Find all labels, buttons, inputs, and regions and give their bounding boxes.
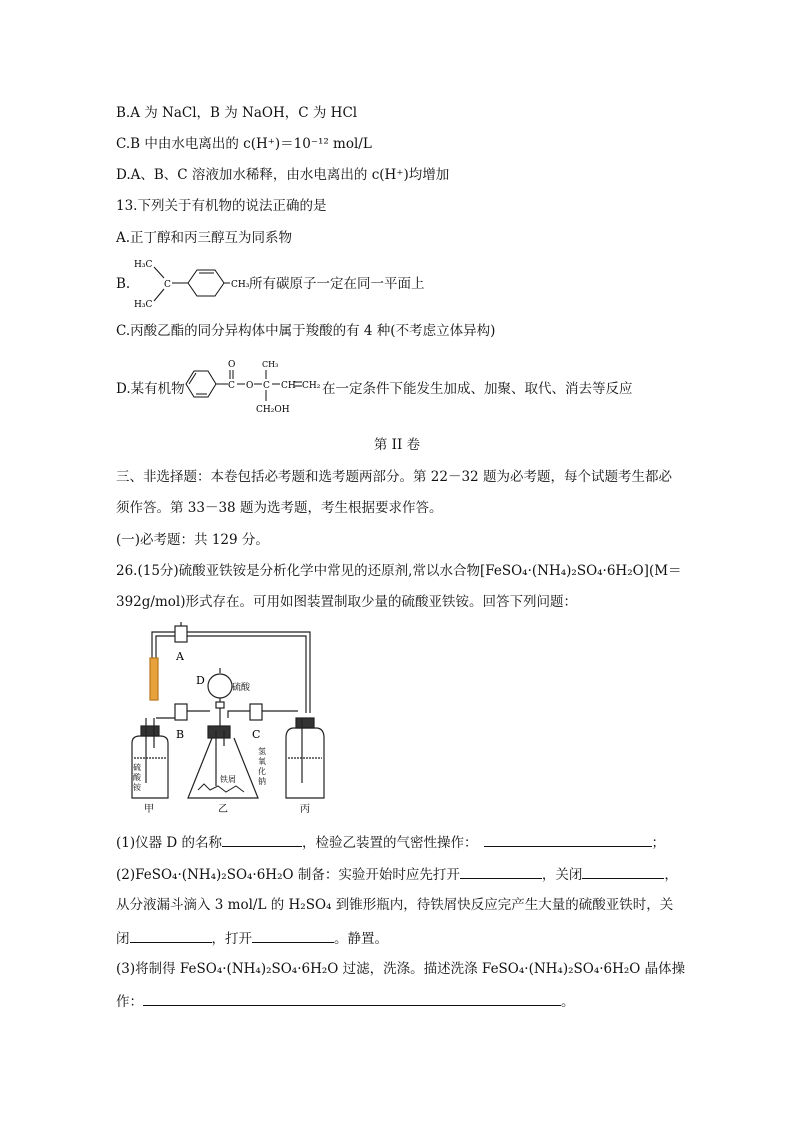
label-bing: 丙 (300, 804, 310, 815)
clamp-b (175, 704, 187, 720)
structure-d-c-quaternary: C (263, 381, 270, 391)
q26-part2-f: ，打开 (211, 931, 252, 947)
answer-blank-close-first[interactable] (582, 864, 664, 879)
label-jia: 甲 (144, 804, 154, 815)
question-26-stem-line2: 392g/mol)形式存在。可用如图装置制取少量的硫酸亚铁铵。回答下列问题： (116, 594, 577, 610)
q26-part3-c: 。 (561, 994, 575, 1010)
bottle-bing (286, 728, 324, 798)
rubber-tube (150, 658, 158, 700)
q26-part3-line1: (3)将制得 FeSO₄·(NH₄)₂SO₄·6H₂O 过滤，洗涤。描述洗涤 FeSO₄·(NH₄)₂SO₄·6H₂O 晶体操 (116, 961, 686, 977)
section-3-intro-line1: 三、非选择题：本卷包括必考题和选考题两部分。第 22－32 题为必考题，每个试题考生都必 (116, 469, 672, 485)
structure-d-ch2oh: CH₂OH (256, 405, 290, 415)
structure-b-c: C (164, 280, 171, 290)
q26-part2-a: (2)FeSO₄·(NH₄)₂SO₄·6H₂O 制备：实验开始时应先打开 (116, 867, 460, 883)
answer-blank-close-later[interactable] (130, 928, 212, 943)
answer-blank-washing[interactable] (143, 991, 561, 1006)
stopper-jia (141, 726, 159, 736)
option-d-13-text: 在一定条件下能发生加成、加聚、取代、消去等反应 (322, 381, 633, 397)
option-b-12: B.A 为 NaCl，B 为 NaOH，C 为 HCl (116, 105, 358, 121)
q26-part1-c: ； (651, 835, 666, 851)
structure-d-o-carbonyl: O (228, 360, 236, 370)
structure-d-o-ether: O (246, 381, 254, 391)
q26-part1-a: (1)仪器 D 的名称 (116, 835, 223, 851)
q26-part2-line1 (116, 864, 678, 884)
top-connecting-tube (152, 632, 310, 713)
label-b: B (176, 728, 185, 741)
option-d-12: D.A、B、C 溶液加水稀释，由水电离出的 c(H⁺)均增加 (116, 167, 450, 183)
label-left-liquid-3: 铵 (133, 783, 141, 792)
structure-d-c-ester: C (228, 381, 235, 391)
q26-part3-b: 作： (116, 994, 143, 1010)
q26-part2-g: 。静置。 (334, 931, 388, 947)
structure-d-ch2: CH₂ (302, 381, 321, 391)
q26-part2-line3 (116, 928, 388, 948)
section-3-intro-line2: 须作答。第 33－38 题为选考题，考生根据要求作答。 (116, 500, 443, 516)
structure-d-ch3: CH₃ (262, 360, 279, 369)
label-left-liquid-1: 硫 (133, 763, 141, 772)
label-yi: 乙 (218, 804, 228, 815)
apparatus-diagram (128, 618, 338, 818)
q26-part2-e: 闭 (116, 931, 130, 947)
option-a-13: A.正丁醇和丙三醇互为同系物 (116, 230, 293, 246)
label-left-liquid-2: 酸 (133, 773, 141, 782)
clamp-a (175, 626, 187, 642)
structure-d-ch: CH (281, 381, 296, 391)
answer-blank-open-first[interactable] (460, 864, 542, 879)
option-c-13: C.丙酸乙酯的同分异构体中属于羧酸的有 4 种(不考虑立体异构) (116, 323, 496, 339)
separatory-funnel-d (208, 674, 232, 698)
label-acid: 硫酸 (232, 683, 251, 693)
question-13-stem: 13.下列关于有机物的说法正确的是 (116, 198, 327, 214)
clamp-c (250, 704, 262, 720)
q26-part3-line2 (116, 991, 575, 1011)
structure-b-h3c-top: H₃C (134, 260, 153, 270)
question-26-stem-line1: 26.(15分)硫酸亚铁铵是分析化学中常见的还原剂,常以水合物[FeSO₄·(NH₄)₂SO₄·6H₂O](M＝ (116, 563, 682, 579)
option-c-12: C.B 中由水电离出的 c(H⁺)＝10⁻¹² mol/L (116, 136, 372, 152)
option-b-13-prefix: B. (116, 276, 131, 292)
q26-part1-b: ，检验乙装置的气密性操作： (302, 835, 478, 851)
answer-blank-airtightness[interactable] (484, 832, 652, 847)
label-right-liquid-1: 氢 (258, 747, 266, 756)
answer-blank-open-later[interactable] (252, 928, 334, 943)
q26-part2-line2: 从分液漏斗滴入 3 mol/L 的 H₂SO₄ 到锥形瓶内，待铁屑快反应完产生大量的硫酸亚铁时，关 (116, 897, 674, 913)
label-right-liquid-3: 化 (258, 767, 266, 776)
structure-b-h3c-bottom: H₃C (134, 300, 153, 310)
label-d: D (196, 674, 205, 687)
answer-blank-d-name[interactable] (222, 832, 302, 847)
label-a: A (176, 650, 184, 663)
label-c: C (252, 728, 261, 741)
option-d-13-prefix: D.某有机物 (116, 381, 185, 397)
stopper-yi (208, 726, 230, 738)
section-title: 第 II 卷 (373, 437, 421, 453)
label-right-liquid-2: 氧 (258, 757, 266, 766)
required-questions-header: (一)必考题：共 129 分。 (116, 532, 269, 548)
option-b-13-text: 所有碳原子一定在同一平面上 (249, 276, 425, 292)
label-right-liquid-4: 钠 (258, 777, 266, 786)
q26-part2-b: ，关闭 (541, 867, 583, 883)
structure-d-molecule (180, 356, 325, 418)
structure-b-ch3: CH₃ (231, 280, 250, 290)
stopper-bing (296, 718, 314, 728)
q26-part2-c: ， (664, 867, 678, 883)
q26-part1 (116, 832, 665, 852)
label-iron: 铁屑 (220, 775, 236, 784)
